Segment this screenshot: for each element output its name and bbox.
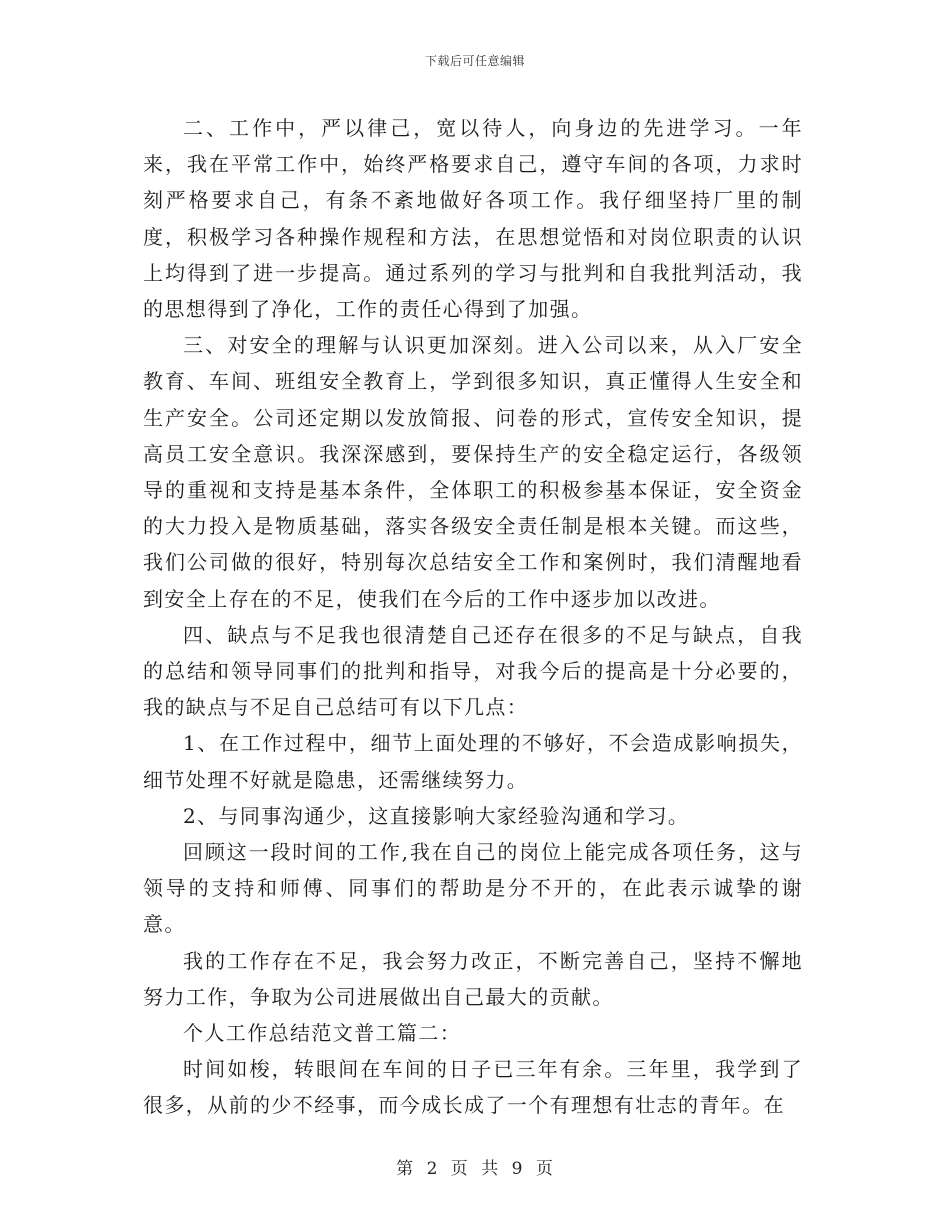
paragraph: 二、工作中，严以律己，宽以待人，向身边的先进学习。一年来，我在平常工作中，始终严格要求自己，遵守车间的各项，力求时刻严格要求自己，有条不紊地做好各项工作。我仔细坚持厂里的制度，积极学习各种操作规程和方法，在思想觉悟和对岗位职责的认识上均得到了进一步提高。通过系列的学习与批判和自我批判活动，我的思想得到了净化，工作的责任心得到了加强。: [143, 116, 803, 322]
paragraph: 时间如梭，转眼间在车间的日子已三年有余。三年里，我学到了很多，从前的少不经事，而今成长成了一个有理想有壮志的青年。在: [143, 1057, 803, 1118]
document-body: [143, 110, 803, 1124]
paragraph: 1、在工作过程中，细节上面处理的不够好，不会造成影响损失，细节处理不好就是隐患，还需继续努力。: [143, 731, 803, 792]
paragraph: 回顾这一段时间的工作,我在自己的岗位上能完成各项任务，这与领导的支持和师傅、同事们的帮助是分不开的，在此表示诚挚的谢意。: [143, 840, 803, 937]
paragraph: 三、对安全的理解与认识更加深刻。进入公司以来，从入厂安全教育、车间、班组安全教育上，学到很多知识，真正懂得人生安全和生产安全。公司还定期以发放简报、问卷的形式，宣传安全知识，提高员工安全意识。我深深感到，要保持生产的安全稳定运行，各级领导的重视和支持是基本条件，全体职工的积极参基本保证，安全资金的大力投入是物质基础，落实各级安全责任制是根本关键。而这些，我们公司做的很好，特别每次总结安全工作和案例时，我们清醒地看到安全上存在的不足，使我们在今后的工作中逐步加以改进。: [143, 333, 803, 611]
page-header: 下载后可任意编辑: [424, 54, 525, 68]
page-number-footer: 第 2 页 共 9 页: [396, 1159, 554, 1179]
paragraph: 我的工作存在不足，我会努力改正，不断完善自己，坚持不懈地努力工作，争取为公司进展做出自己最大的贡献。: [143, 948, 803, 1009]
paragraph: 四、缺点与不足我也很清楚自己还存在很多的不足与缺点，自我的总结和领导同事们的批判和指导，对我今后的提高是十分必要的，我的缺点与不足自己总结可有以下几点：: [143, 622, 803, 720]
section-heading: 个人工作总结范文普工篇二：: [183, 1021, 462, 1046]
paragraph: 2、与同事沟通少，这直接影响大家经验沟通和学习。: [183, 803, 690, 828]
